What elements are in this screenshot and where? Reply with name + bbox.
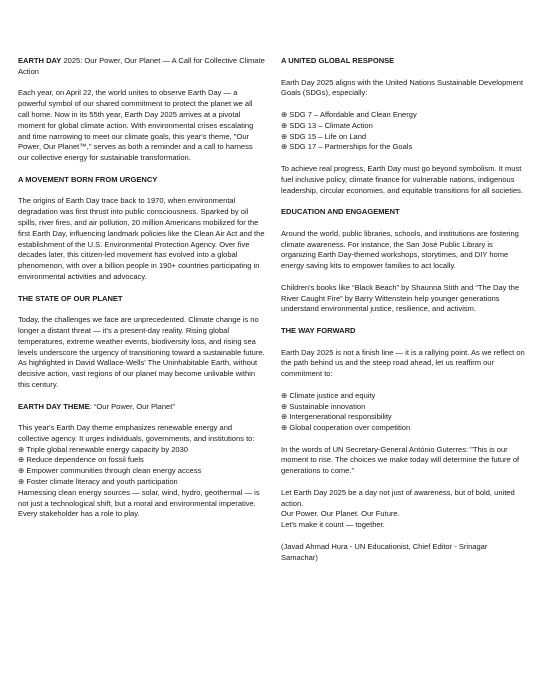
movement-paragraph: The origins of Earth Day trace back to 1970, when environmental degradation was first thrust into public consciousness. Sparked by oil spills, river fires, and air pollution, 20 million Americans mobilized for the first Earth Day, influencing landmark policies like the Clean Air Act and the establishment of the U.S. Environmental Protection Agency. Over five decades later, this citizen-led movement has evolved into a global phenomenon, with over a billion people in 190+ countries participating in environmental activities and advocacy. bbox=[18, 196, 265, 281]
list-item: ⊕ Reduce dependence on fossil fuels bbox=[18, 455, 144, 465]
circled-plus-icon: ⊕ bbox=[18, 466, 25, 476]
circled-plus-icon: ⊕ bbox=[18, 477, 25, 487]
circled-plus-icon: ⊕ bbox=[18, 444, 25, 454]
state-heading: THE STATE OF OUR PLANET bbox=[18, 293, 123, 303]
list-item: ⊕ SDG 7 – Affordable and Clean Energy bbox=[281, 109, 417, 119]
circled-plus-icon: ⊕ bbox=[281, 120, 288, 130]
closing-line: Our Power. Our Planet. Our Future. bbox=[281, 509, 400, 519]
circled-plus-icon: ⊕ bbox=[281, 423, 288, 433]
circled-plus-icon: ⊕ bbox=[281, 390, 288, 400]
education-paragraph: Around the world, public libraries, schools, and institutions are fostering climate awareness. For instance, the San José Public Library is organizing Earth Day-themed workshops, storytimes, and DIY home energy saving kits to empower families to act locally. bbox=[281, 228, 519, 271]
theme-bullet-list bbox=[18, 445, 265, 488]
circled-plus-icon: ⊕ bbox=[281, 142, 288, 152]
education-heading: EDUCATION AND ENGAGEMENT bbox=[281, 207, 400, 217]
education-paragraph-2: Children's books like “Black Beach” by Shaunna Stith and “The Day the River Caught Fire” by Barry Wittenstein help younger generations understand environmental justice, resilience, and activism. bbox=[281, 282, 520, 314]
list-item: ⊕ Intergenerational responsibility bbox=[281, 412, 392, 422]
movement-heading: A MOVEMENT BORN FROM URGENCY bbox=[18, 174, 158, 184]
forward-bullet-list bbox=[281, 391, 526, 434]
theme-paragraph: This year's Earth Day theme emphasizes renewable energy and collective agency. It urges individuals, governments, and institutions to: bbox=[18, 423, 255, 443]
list-item: ⊕ Empower communities through clean energy access bbox=[18, 466, 202, 476]
forward-paragraph: Earth Day 2025 is not a finish line — it is a rallying point. As we reflect on the path behind us and the steep road ahead, let us reaffirm our commitment to: bbox=[281, 347, 525, 379]
sdg-bullet-list bbox=[281, 110, 526, 153]
closing-paragraph bbox=[281, 488, 526, 531]
global-heading: A UNITED GLOBAL RESPONSE bbox=[281, 56, 395, 65]
quote-paragraph: In the words of UN Secretary-General António Guterres: "This is our moment to rise. The choices we make today will determine the future of generations to come." bbox=[281, 444, 520, 476]
article-title bbox=[18, 56, 265, 78]
right-column bbox=[281, 56, 526, 574]
global-paragraph: Earth Day 2025 aligns with the United Nations Sustainable Development Goals (SDGs), especially: bbox=[281, 77, 524, 98]
list-item: ⊕ SDG 17 – Partnerships for the Goals bbox=[281, 142, 413, 152]
global-paragraph-2: To achieve real progress, Earth Day must go beyond symbolism. It must fuel inclusive policy, climate finance for vulnerable nations, indigenous leadership, circular economies, and equitable transitions for all societies. bbox=[281, 163, 524, 195]
byline: (Javad Ahmad Hura - UN Educationist, Chief Editor - Srinagar Samachar) bbox=[281, 541, 488, 562]
closing-line: Let's make it count — together. bbox=[281, 520, 385, 530]
list-item: ⊕ SDG 13 – Climate Action bbox=[281, 120, 373, 130]
circled-plus-icon: ⊕ bbox=[18, 455, 25, 465]
forward-heading: THE WAY FORWARD bbox=[281, 325, 356, 335]
title-bold: EARTH DAY bbox=[18, 56, 62, 65]
list-item: ⊕ Sustainable innovation bbox=[281, 401, 366, 411]
list-item: ⊕ Global cooperation over competition bbox=[281, 423, 411, 433]
list-item: ⊕ Triple global renewable energy capacity by 2030 bbox=[18, 444, 188, 454]
intro-paragraph: Each year, on April 22, the world unites to observe Earth Day — a powerful symbol of our shared commitment to protect the planet we all call home. Now in its 55th year, Earth Day 2025 arrives at a pivotal moment for global climate action. With environmental crises escalating and time narrowing to meet our climate goals, this year's theme, "Our Power, Our Planet™," serves as both a reminder and a call to harness our collective energy for sustainable transformation. bbox=[18, 88, 254, 163]
circled-plus-icon: ⊕ bbox=[281, 109, 288, 119]
circled-plus-icon: ⊕ bbox=[281, 401, 288, 411]
theme-closing-paragraph: Harnessing clean energy sources — solar, wind, hydro, geothermal — is not just a technological shift, but a moral and environmental imperative. Every stakeholder has a role to play. bbox=[18, 487, 260, 519]
circled-plus-icon: ⊕ bbox=[281, 131, 288, 141]
circled-plus-icon: ⊕ bbox=[281, 412, 288, 422]
state-paragraph: Today, the challenges we face are unprecedented. Climate change is no longer a distant threat — it's a present-day reality. Rising global temperatures, extreme weather events, biodiversity loss, and rising sea levels underscore the urgency of transitioning toward a sustainable future. As highlighted in David Wallace-Wells' The Uninhabitable Earth, without decisive action, vast regions of our planet may become unlivable within this century. bbox=[18, 315, 265, 389]
closing-line: Let Earth Day 2025 be a day not just of awareness, but of bold, united action. bbox=[281, 487, 515, 508]
list-item: ⊕ SDG 15 – Life on Land bbox=[281, 131, 367, 141]
list-item: ⊕ Foster climate literacy and youth participation bbox=[18, 477, 178, 487]
theme-heading bbox=[18, 402, 265, 413]
left-column bbox=[18, 56, 265, 531]
list-item: ⊕ Climate justice and equity bbox=[281, 390, 376, 400]
theme-heading-bold: EARTH DAY THEME bbox=[18, 401, 90, 411]
title-rest: 2025: Our Power, Our Planet — A Call for Collective Climate Action bbox=[18, 56, 265, 76]
theme-heading-rest: : “Our Power, Our Planet” bbox=[89, 401, 175, 411]
